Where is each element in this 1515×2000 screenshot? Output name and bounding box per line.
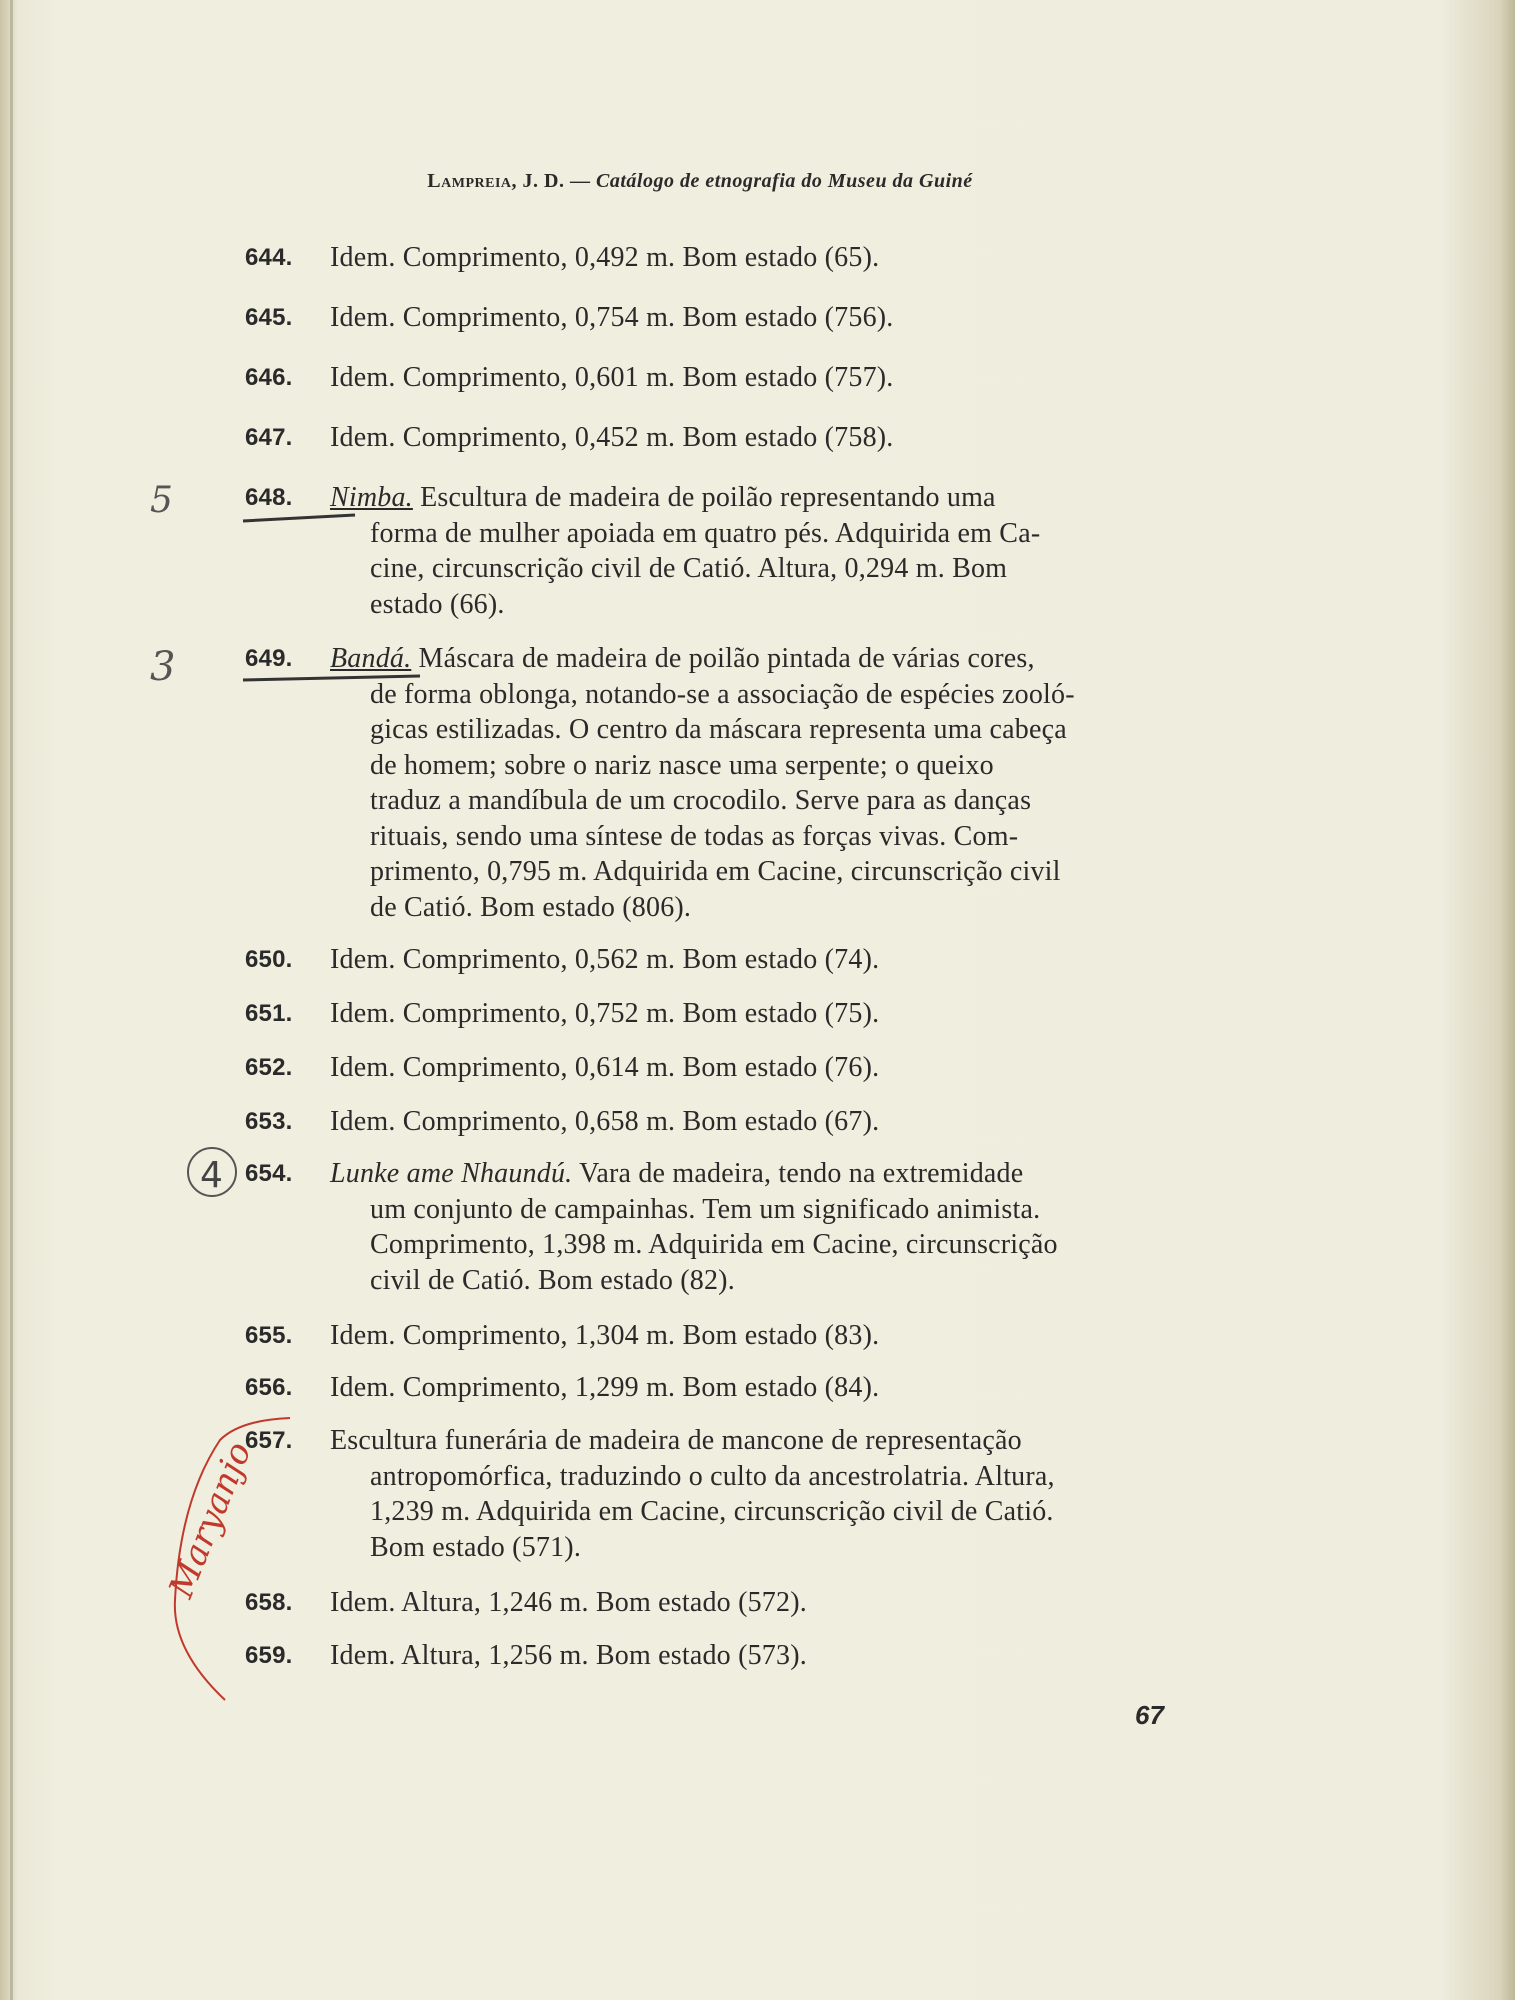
entry-number: 655. (245, 1322, 293, 1349)
entry-text: Idem. Comprimento, 0,614 m. Bom estado (76). (330, 1052, 880, 1083)
entry-line: 1,239 m. Adquirida em Cacine, circunscrição civil de Catió. (370, 1496, 1054, 1527)
entry-text: Idem. Altura, 1,256 m. Bom estado (573). (330, 1640, 807, 1671)
entry-line: Comprimento, 1,398 m. Adquirida em Cacine, circunscrição (370, 1229, 1058, 1260)
entry-text: Idem. Comprimento, 0,658 m. Bom estado (67). (330, 1106, 880, 1137)
header-title: Catálogo de etnografia do Museu da Guiné (595, 170, 973, 192)
entry-number: 656. (245, 1374, 293, 1401)
entry-first-line: Escultura funerária de madeira de mancone de representação (330, 1425, 1022, 1456)
entry-line: de homem; sobre o nariz nasce uma serpente; o queixo (370, 749, 994, 781)
entry-text: Idem. Comprimento, 0,452 m. Bom estado (758). (330, 422, 894, 453)
entry-number: 649. (245, 645, 293, 672)
red-pencil-word: Maryanjo (161, 1436, 260, 1604)
entry-number: 657. (245, 1427, 293, 1454)
entry-name: Lunke ame Nhaundú. (330, 1158, 573, 1189)
entry-line: estado (66). (370, 588, 505, 620)
entry-line: Bom estado (571). (370, 1531, 582, 1563)
entry-number: 648. (245, 484, 293, 511)
entry-text: Idem. Comprimento, 1,304 m. Bom estado (83). (330, 1320, 880, 1351)
header-author-initials: J. D. — (517, 170, 596, 192)
entry-text: Idem. Comprimento, 0,754 m. Bom estado (756). (330, 302, 894, 333)
entry-number: 653. (245, 1108, 293, 1135)
entry-text: Idem. Comprimento, 0,562 m. Bom estado (74). (330, 944, 880, 975)
entry-line: forma de mulher apoiada em quatro pés. Adquirida em Ca- (370, 517, 1041, 549)
entry-number: 654. (245, 1160, 293, 1187)
entry-first-text: Escultura de madeira de poilão representando uma (420, 482, 996, 513)
entry-line: antropomórfica, traduzindo o culto da ancestrolatria. Altura, (370, 1460, 1055, 1492)
entry-line: um conjunto de campainhas. Tem um significado animista. (370, 1193, 1041, 1225)
entry-number: 644. (245, 244, 293, 271)
margin-mark-648: 5 (150, 480, 173, 521)
entry-line: civil de Catió. Bom estado (82). (370, 1264, 735, 1296)
pencil-underline-648 (243, 515, 355, 521)
margin-mark-654: 4 (200, 1155, 223, 1196)
entry-line: de Catió. Bom estado (806). (370, 891, 692, 923)
entry-first-text: Máscara de madeira de poilão pintada de várias cores, (418, 643, 1035, 674)
entry-line: gicas estilizadas. O centro da máscara representa uma cabeça (370, 714, 1067, 745)
entry-text: Idem. Comprimento, 0,601 m. Bom estado (757). (330, 362, 894, 393)
entry-line: de forma oblonga, notando-se a associação de espécies zooló- (370, 678, 1075, 710)
entry-number: 645. (245, 304, 293, 331)
entry-name: Nimba. (330, 482, 413, 513)
entry-name: Bandá. (330, 643, 412, 674)
entry-text: Idem. Comprimento, 0,492 m. Bom estado (65). (330, 242, 880, 273)
entry-line: primento, 0,795 m. Adquirida em Cacine, circunscrição civil (370, 856, 1061, 887)
margin-mark-649: 3 (150, 644, 176, 690)
entry-number: 652. (245, 1054, 293, 1081)
header-author: Lampreia, (427, 170, 518, 192)
entry-line: cine, circunscrição civil de Catió. Altura, 0,294 m. Bom (370, 553, 1008, 584)
entry-text: Idem. Altura, 1,246 m. Bom estado (572). (330, 1587, 807, 1618)
entry-number: 646. (245, 364, 293, 391)
entry-text: Idem. Comprimento, 1,299 m. Bom estado (84). (330, 1372, 880, 1403)
entry-number: 647. (245, 424, 293, 451)
pencil-underline-649 (243, 676, 420, 680)
entry-number: 659. (245, 1642, 293, 1669)
entry-text: Idem. Comprimento, 0,752 m. Bom estado (75). (330, 998, 880, 1029)
entry-line: rituais, sendo uma síntese de todas as forças vivas. Com- (370, 820, 1019, 852)
entry-number: 658. (245, 1589, 293, 1616)
entry-first-text: Vara de madeira, tendo na extremidade (579, 1158, 1024, 1189)
entry-number: 651. (245, 1000, 293, 1027)
entry-line: traduz a mandíbula de um crocodilo. Serve para as danças (370, 785, 1032, 816)
entry-number: 650. (245, 946, 293, 973)
page-number: 67 (1135, 1700, 1164, 1730)
